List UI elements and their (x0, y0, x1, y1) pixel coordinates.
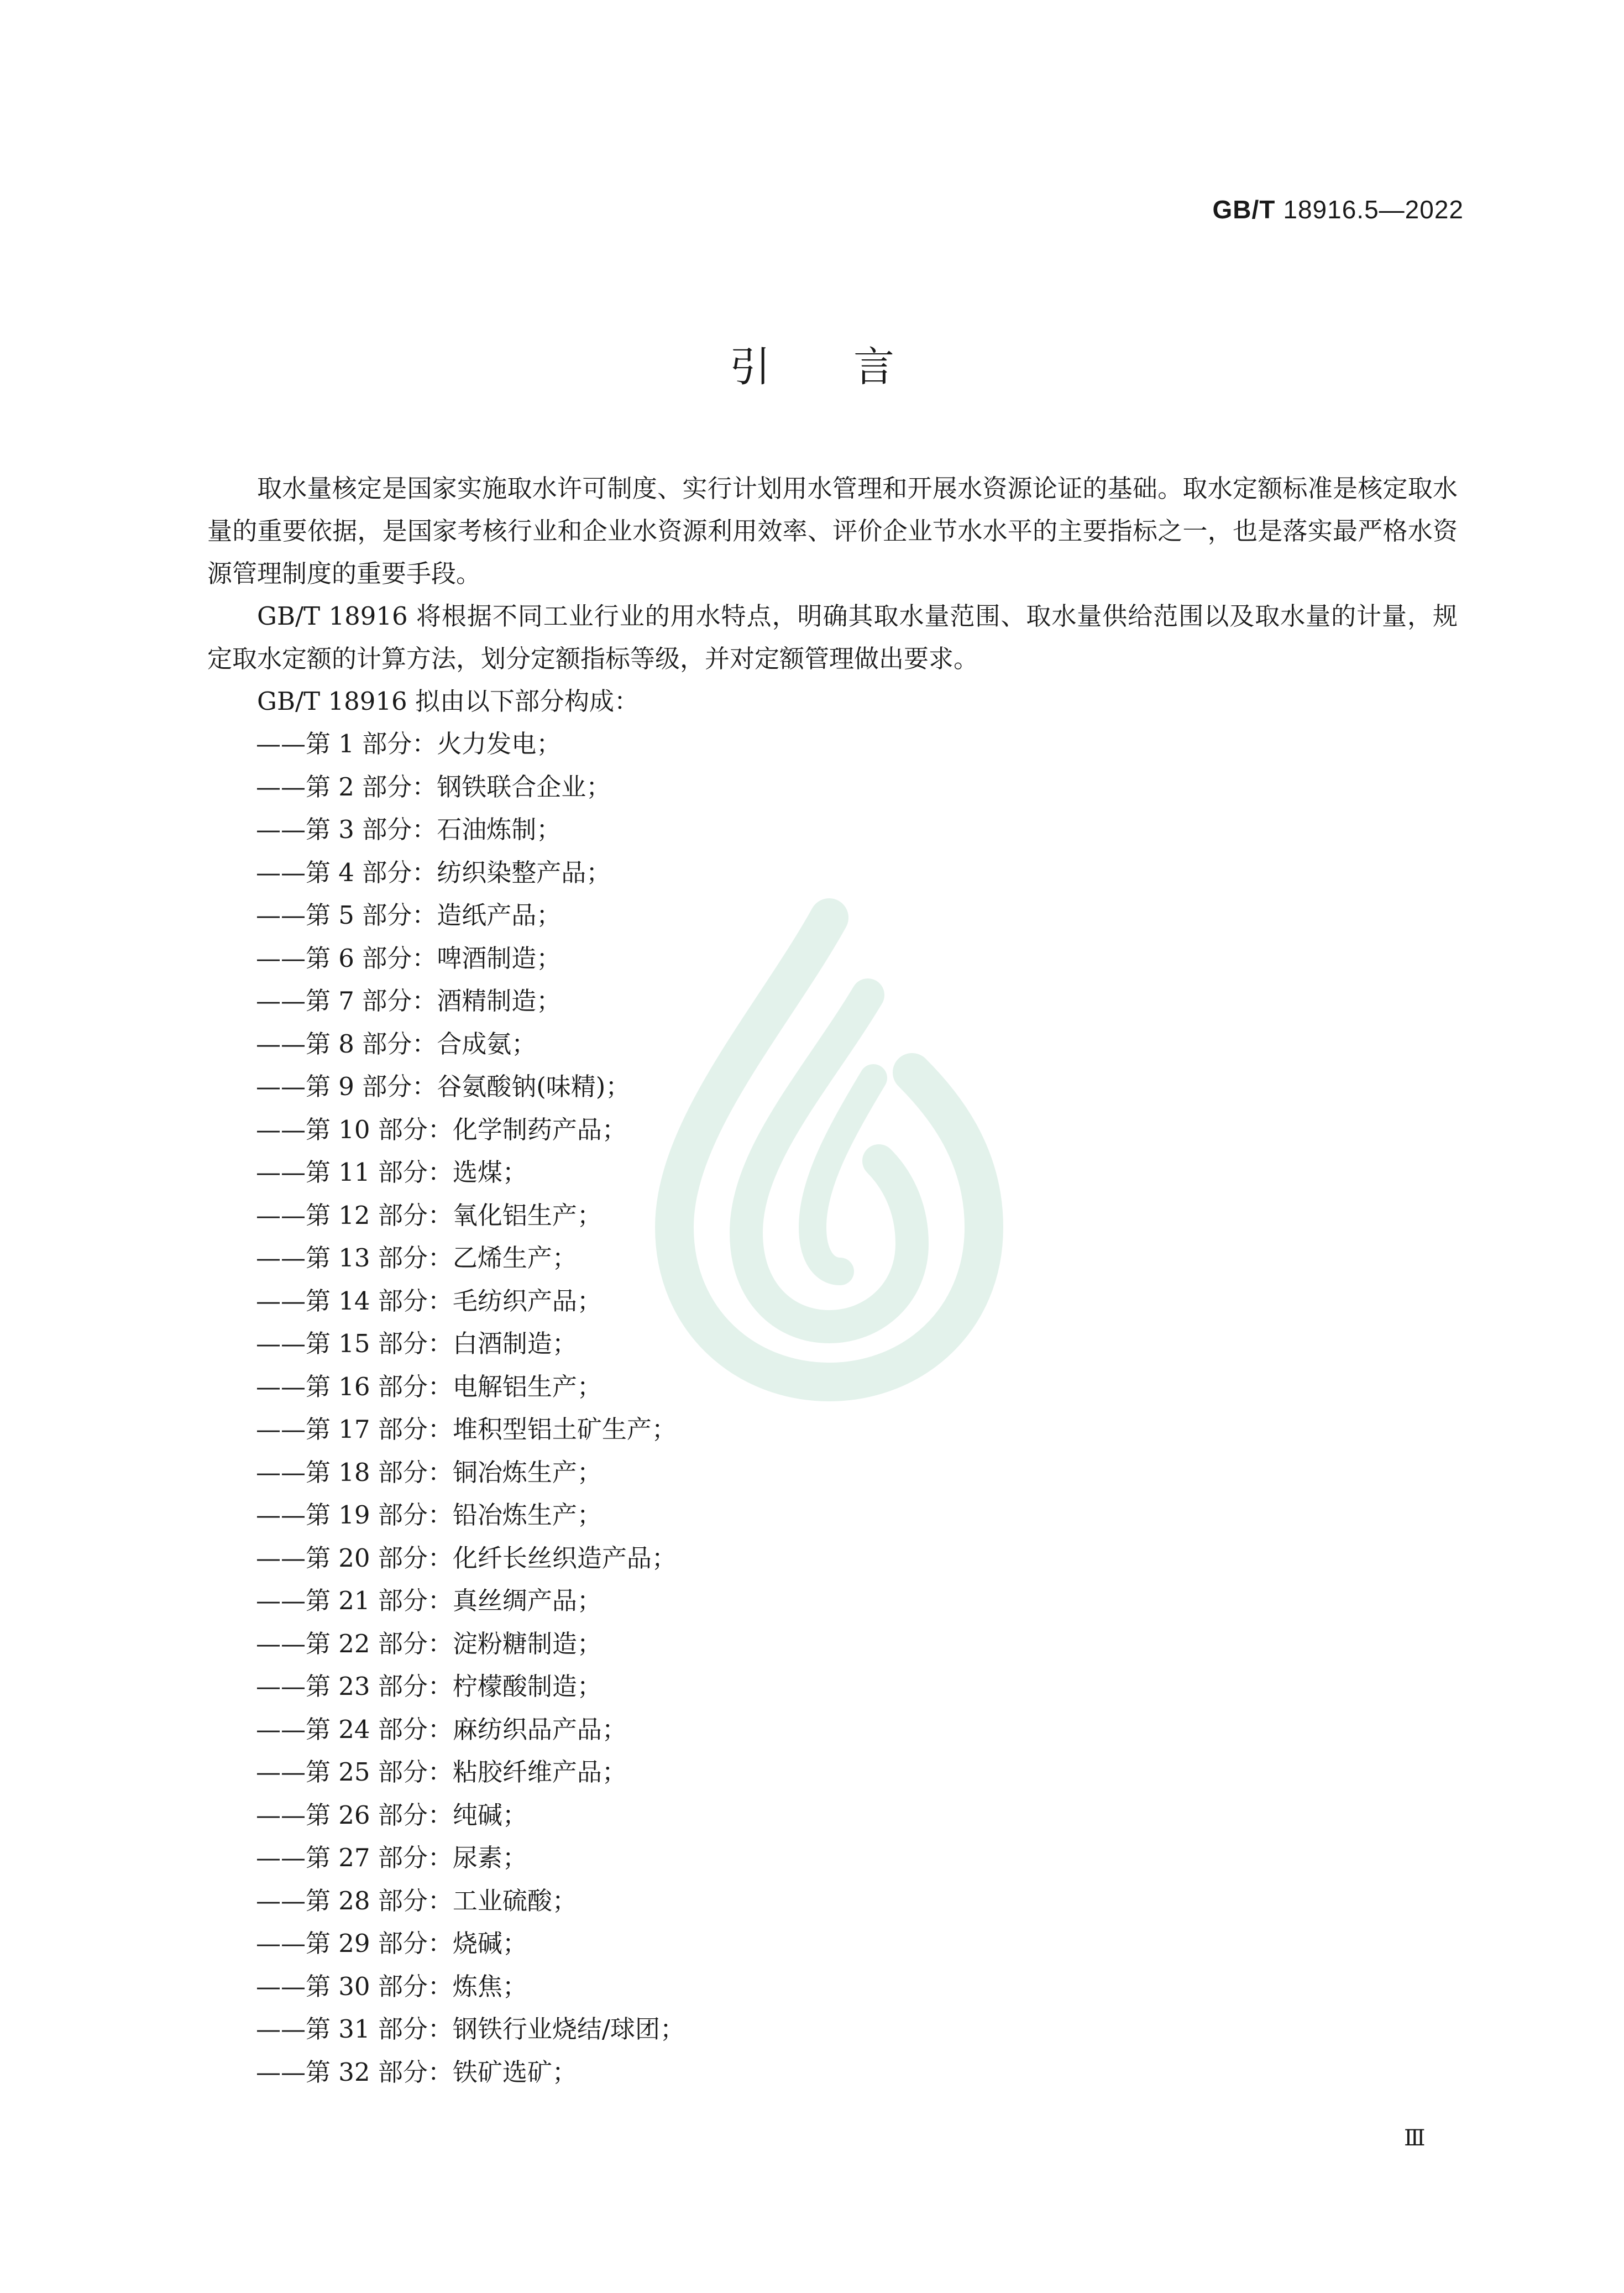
part-item: ——第 16 部分：电解铝生产； (256, 1371, 602, 1401)
part-item: ——第 8 部分：合成氨； (256, 1029, 537, 1059)
intro-paragraph: GB/T 18916 拟由以下部分构成： (257, 687, 639, 716)
intro-paragraph: 取水量核定是国家实施取水许可制度、实行计划用水管理和开展水资源论证的基础。取水定额标准是核定取水量的重要依据，是国家考核行业和企业水资源利用效率、评价企业节水水平的主要指标之一，也是落实最严格水资源管理制度的重要手段。 (207, 474, 1458, 588)
standard-number (1212, 195, 1464, 224)
part-item: ——第 24 部分：麻纺织品产品； (256, 1714, 627, 1744)
part-item: ——第 32 部分：铁矿选矿； (256, 2057, 577, 2087)
part-item: ——第 13 部分：乙烯生产； (256, 1243, 577, 1273)
part-item: ——第 19 部分：铅冶炼生产； (256, 1500, 602, 1530)
part-item: ——第 28 部分：工业硫酸； (256, 1886, 577, 1915)
part-item: ——第 12 部分：氧化铝生产； (256, 1200, 602, 1230)
part-item: ——第 23 部分：柠檬酸制造； (256, 1672, 602, 1701)
part-item: ——第 27 部分：尿素； (256, 1843, 527, 1872)
part-item: ——第 4 部分：纺织染整产品； (256, 857, 611, 887)
part-item: ——第 18 部分：铜冶炼生产； (256, 1457, 602, 1487)
part-item: ——第 6 部分：啤酒制造； (256, 943, 562, 973)
part-item: ——第 1 部分：火力发电； (256, 729, 562, 758)
part-item: ——第 21 部分：真丝绸产品； (256, 1586, 602, 1615)
page-title: 引言 (730, 343, 977, 391)
part-item: ——第 15 部分：白酒制造； (256, 1329, 577, 1358)
part-item: ——第 7 部分：酒精制造； (256, 986, 562, 1015)
part-item: ——第 9 部分：谷氨酸钠(味精)； (256, 1072, 631, 1101)
part-item: ——第 31 部分：钢铁行业烧结/球团； (256, 2014, 685, 2044)
part-item: ——第 5 部分：造纸产品； (256, 901, 562, 930)
part-item: ——第 2 部分：钢铁联合企业； (256, 772, 611, 802)
document-body (207, 467, 1458, 2093)
intro-paragraph: GB/T 18916 将根据不同工业行业的用水特点，明确其取水量范围、取水量供给范围以及取水量的计量，规定取水定额的计算方法，划分定额指标等级，并对定额管理做出要求。 (207, 601, 1458, 673)
part-item: ——第 29 部分：烧碱； (256, 1929, 527, 1958)
part-item: ——第 30 部分：炼焦； (256, 1971, 527, 2001)
part-item: ——第 22 部分：淀粉糖制造； (256, 1629, 602, 1658)
standard-digits: 18916.5—2022 (1283, 195, 1464, 224)
part-item: ——第 10 部分：化学制药产品； (256, 1114, 627, 1144)
part-item: ——第 25 部分：粘胶纤维产品； (256, 1757, 627, 1787)
parts-list (207, 723, 1458, 2093)
part-item: ——第 14 部分：毛纺织产品； (256, 1286, 602, 1316)
part-item: ——第 11 部分：选煤； (256, 1158, 527, 1187)
standard-prefix: GB/T (1212, 195, 1276, 224)
part-item: ——第 20 部分：化纤长丝织造产品； (256, 1543, 677, 1573)
part-item: ——第 17 部分：堆积型铝土矿生产； (256, 1415, 677, 1444)
part-item: ——第 3 部分：石油炼制； (256, 815, 562, 844)
page-number: Ⅲ (1404, 2126, 1424, 2151)
part-item: ——第 26 部分：纯碱； (256, 1800, 527, 1830)
